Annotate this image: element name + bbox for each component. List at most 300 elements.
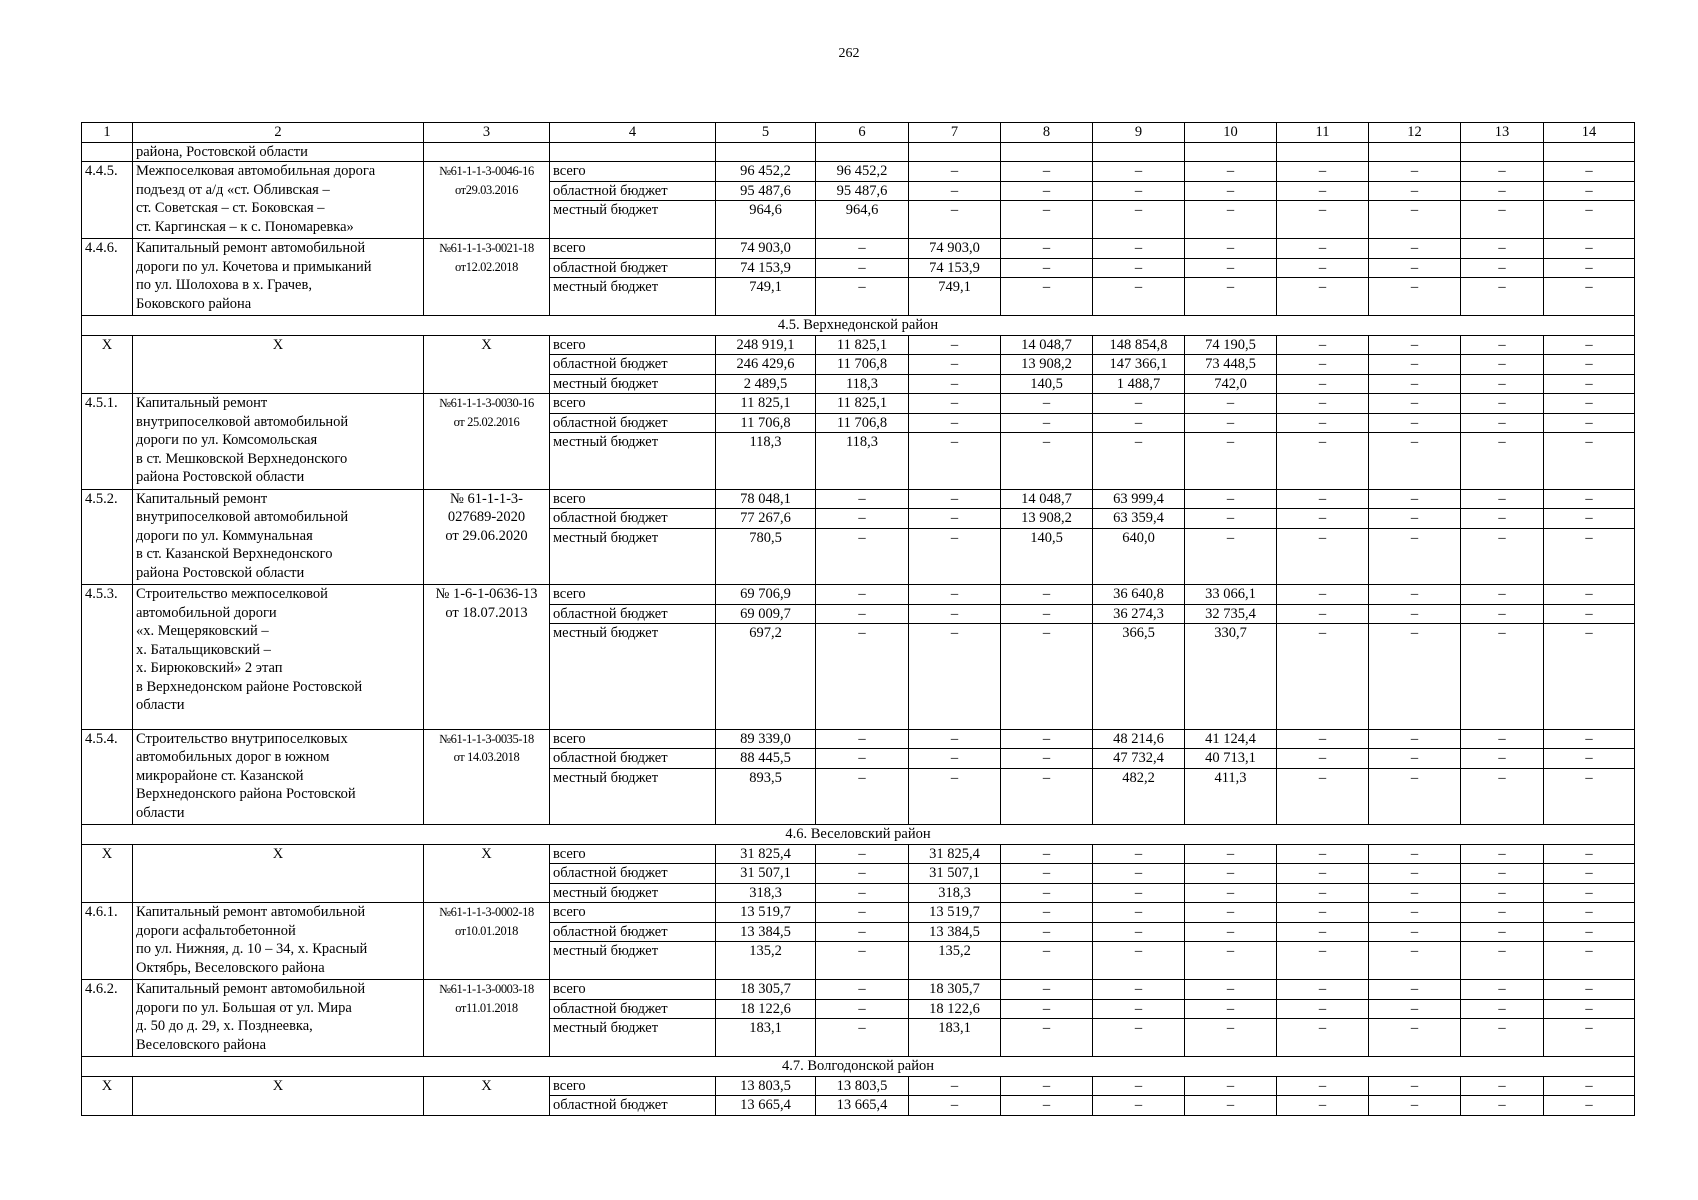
amount-cell: – [1001,1076,1093,1096]
amount-cell: – [909,509,1001,529]
amount-cell: – [1185,258,1277,278]
amount-cell: 36 640,8 [1093,585,1185,605]
amount-cell: 95 487,6 [816,181,909,201]
amount-cell: – [1461,942,1544,980]
amount-cell: 640,0 [1093,528,1185,585]
amount-cell: – [1001,585,1093,605]
amount-cell: – [1369,922,1461,942]
funding-source: областной бюджет [550,999,716,1019]
amount-cell: – [1369,729,1461,749]
amount-cell: – [816,729,909,749]
amount-cell: – [816,749,909,769]
amount-cell: – [1185,999,1277,1019]
amount-cell: – [816,942,909,980]
cell-line: Х [272,845,284,862]
total-row [82,844,1635,864]
amount-cell: – [1185,903,1277,923]
amount-cell: – [1001,942,1093,980]
amount-cell: 148 854,8 [1093,335,1185,355]
amount-cell: – [1544,768,1635,825]
column-header: 8 [1001,123,1093,143]
amount-cell: – [1461,181,1544,201]
amount-cell: – [1093,844,1185,864]
column-header: 7 [909,123,1001,143]
cell-line: в ст. Казанской Верхнедонского [136,546,333,562]
amount-cell: – [1185,201,1277,239]
amount-cell: – [909,1076,1001,1096]
value-cell [1277,142,1369,162]
amount-cell: – [1461,624,1544,730]
amount-cell: 964,6 [816,201,909,239]
amount-cell: – [1001,844,1093,864]
amount-cell: – [1461,768,1544,825]
amount-cell: 18 122,6 [716,999,816,1019]
amount-cell: 33 066,1 [1185,585,1277,605]
amount-cell: – [1544,1076,1635,1096]
amount-cell: – [1461,883,1544,903]
amount-cell: – [1093,1019,1185,1057]
amount-cell: – [1277,980,1369,1000]
amount-cell: – [1277,374,1369,394]
item-number: 4.6.2. [82,980,133,1057]
funding-source: областной бюджет [550,1096,716,1116]
amount-cell: – [1277,433,1369,490]
header-row [82,123,1635,143]
amount-cell: – [909,528,1001,585]
amount-cell: – [1461,864,1544,884]
amount-cell: – [1001,1019,1093,1057]
funding-source: областной бюджет [550,749,716,769]
amount-cell: – [909,374,1001,394]
cell-line: по ул. Нижняя, д. 10 – 34, х. Красный [136,941,368,957]
amount-cell: – [1185,1019,1277,1057]
amount-cell: – [1277,844,1369,864]
cell-line: Веселовского района [136,1036,267,1053]
item-name [133,335,424,394]
cell-line: х. Батальщиковский – [136,641,271,658]
amount-cell: 118,3 [716,433,816,490]
cell-line: от 14.03.2018 [453,750,520,764]
cell-line: Строительство внутрипоселковых [136,730,348,747]
cell-line: №61-1-1-3-0046-16 [439,164,534,178]
amount-cell: – [1277,162,1369,182]
amount-cell: – [816,864,909,884]
amount-cell: – [1544,942,1635,980]
amount-cell: – [1093,999,1185,1019]
amount-cell: – [1093,278,1185,316]
funding-source: местный бюджет [550,433,716,490]
amount-cell: – [1544,201,1635,239]
amount-cell: – [1544,922,1635,942]
amount-cell: 74 903,0 [716,239,816,259]
amount-cell: – [1544,181,1635,201]
amount-cell: 74 153,9 [909,258,1001,278]
amount-cell: 13 665,4 [816,1096,909,1116]
amount-cell: – [1277,999,1369,1019]
page-number: 262 [838,46,860,61]
source-cell [550,142,716,162]
cell-line: в Верхнедонском районе Ростовской [136,678,363,695]
amount-cell: – [1544,433,1635,490]
cell-line: подъезд от а/д «ст. Обливская – [136,181,330,198]
amount-cell: – [1277,278,1369,316]
amount-cell: – [1369,239,1461,259]
amount-cell: – [909,749,1001,769]
amount-cell: – [1001,864,1093,884]
document-ref [424,489,550,585]
amount-cell: – [1001,413,1093,433]
project-row [82,239,1635,259]
amount-cell: – [1001,162,1093,182]
cell-line: автомобильных дорог в южном [136,749,330,765]
amount-cell: – [1277,903,1369,923]
cell-line: от29.03.2016 [455,182,518,197]
cell-line: Строительство межпоселковой [136,586,328,602]
amount-cell: – [1369,335,1461,355]
cell-line: дороги по ул. Кочетова и примыканий [136,258,372,275]
total-row [82,335,1635,355]
amount-cell: 18 122,6 [909,999,1001,1019]
amount-cell: – [909,624,1001,730]
amount-cell: 411,3 [1185,768,1277,825]
amount-cell: – [1185,181,1277,201]
amount-cell: – [1544,509,1635,529]
cell-line: автомобильной дороги [136,604,277,621]
amount-cell: 482,2 [1093,768,1185,825]
funding-source: областной бюджет [550,604,716,624]
amount-cell: – [1093,1076,1185,1096]
cell-line: №61-1-1-3-0002-18 [439,905,534,919]
amount-cell: 11 825,1 [816,394,909,414]
document-ref [424,239,550,316]
amount-cell: – [1369,509,1461,529]
amount-cell: 11 706,8 [816,413,909,433]
amount-cell: 780,5 [716,528,816,585]
amount-cell: – [1544,585,1635,605]
item-name [133,162,424,239]
cell-line: Х [272,336,284,353]
amount-cell: – [1093,883,1185,903]
funding-source: всего [550,1076,716,1096]
value-cell [1544,142,1635,162]
amount-cell: – [1093,433,1185,490]
cell-line: от10.01.2018 [455,923,518,938]
item-number: Х [82,1076,133,1115]
amount-cell: – [1277,201,1369,239]
amount-cell: – [1277,604,1369,624]
item-number: 4.5.3. [82,585,133,730]
amount-cell: – [1001,922,1093,942]
amount-cell: 749,1 [716,278,816,316]
funding-source: местный бюджет [550,374,716,394]
amount-cell: – [1369,201,1461,239]
project-row [82,585,1635,605]
column-header: 10 [1185,123,1277,143]
amount-cell: 318,3 [716,883,816,903]
amount-cell: – [1277,394,1369,414]
cell-line: микрорайоне ст. Казанской [136,767,304,784]
cell-line: от12.02.2018 [455,259,518,274]
amount-cell: – [1277,239,1369,259]
cell-line: 027689-2020 [447,509,526,525]
amount-cell: – [816,604,909,624]
amount-cell: – [1369,903,1461,923]
amount-cell: 13 384,5 [909,922,1001,942]
cell-line: Капитальный ремонт [136,490,268,507]
amount-cell: – [1277,883,1369,903]
id-cell [82,142,133,162]
funding-source: местный бюджет [550,883,716,903]
amount-cell: 183,1 [716,1019,816,1057]
amount-cell: – [1277,729,1369,749]
amount-cell: – [1544,374,1635,394]
project-row [82,729,1635,749]
amount-cell: – [816,1019,909,1057]
amount-cell: – [1369,585,1461,605]
amount-cell: 13 803,5 [816,1076,909,1096]
document-ref [424,585,550,730]
amount-cell: – [1185,528,1277,585]
amount-cell: – [1461,729,1544,749]
amount-cell: – [1369,355,1461,375]
cell-line: Х [481,1077,492,1094]
amount-cell: – [909,413,1001,433]
amount-cell: 742,0 [1185,374,1277,394]
amount-cell: 11 706,8 [816,355,909,375]
amount-cell: 40 713,1 [1185,749,1277,769]
amount-cell: – [1544,394,1635,414]
column-header: 6 [816,123,909,143]
amount-cell: – [1461,999,1544,1019]
amount-cell: 89 339,0 [716,729,816,749]
amount-cell: – [1369,942,1461,980]
cell-line: Капитальный ремонт [136,395,268,411]
amount-cell: – [1277,624,1369,730]
amount-cell: 32 735,4 [1185,604,1277,624]
amount-cell: – [1277,585,1369,605]
cell-line: внутрипоселковой автомобильной [136,413,349,430]
amount-cell: – [1001,749,1093,769]
amount-cell: – [816,258,909,278]
amount-cell: – [1093,922,1185,942]
amount-cell: – [1544,489,1635,509]
amount-cell: – [1093,942,1185,980]
amount-cell: 96 452,2 [716,162,816,182]
funding-source: областной бюджет [550,413,716,433]
amount-cell: – [1461,1096,1544,1116]
amount-cell: 697,2 [716,624,816,730]
amount-cell: – [1369,604,1461,624]
amount-cell: – [1369,181,1461,201]
funding-source: всего [550,239,716,259]
amount-cell: – [816,844,909,864]
amount-cell: 246 429,6 [716,355,816,375]
amount-cell: – [816,883,909,903]
amount-cell: – [816,585,909,605]
amount-cell: – [1277,1076,1369,1096]
cell-line: Боковского района [136,295,252,312]
amount-cell: – [1461,509,1544,529]
item-name [133,489,424,585]
amount-cell: – [909,729,1001,749]
amount-cell: – [1277,864,1369,884]
amount-cell: – [1185,864,1277,884]
budget-table [81,122,1635,1116]
column-header: 13 [1461,123,1544,143]
amount-cell: – [816,509,909,529]
amount-cell: – [1461,749,1544,769]
amount-cell: – [1369,1076,1461,1096]
cell-line: №61-1-1-3-0021-18 [439,241,534,255]
cell-line: ст. Каргинская – к с. Пономаревка» [136,218,354,235]
document-ref [424,1076,550,1115]
amount-cell: 2 489,5 [716,374,816,394]
column-header: 9 [1093,123,1185,143]
amount-cell: – [1461,1019,1544,1057]
amount-cell: – [1093,903,1185,923]
amount-cell: – [816,903,909,923]
funding-source: местный бюджет [550,528,716,585]
document-ref [424,903,550,980]
amount-cell: – [1544,1019,1635,1057]
cell-line: от11.01.2018 [455,1000,518,1015]
cell-line: Х [272,1077,284,1094]
amount-cell: – [1001,278,1093,316]
amount-cell: – [1185,1096,1277,1116]
amount-cell: – [1093,394,1185,414]
cell-line: от 18.07.2013 [445,604,528,621]
item-number: 4.5.4. [82,729,133,825]
amount-cell: 31 507,1 [716,864,816,884]
amount-cell: – [909,335,1001,355]
amount-cell: 366,5 [1093,624,1185,730]
amount-cell: – [1369,162,1461,182]
amount-cell: – [1093,181,1185,201]
amount-cell: – [1001,999,1093,1019]
amount-cell: 118,3 [816,374,909,394]
amount-cell: 31 825,4 [716,844,816,864]
cell-line: «х. Мещеряковский – [136,623,269,639]
amount-cell: 18 305,7 [909,980,1001,1000]
amount-cell: – [1544,864,1635,884]
amount-cell: – [1461,844,1544,864]
amount-cell: 31 825,4 [909,844,1001,864]
cell-line: Х [481,336,492,353]
amount-cell: – [1461,239,1544,259]
project-row [82,162,1635,182]
amount-cell: – [1001,258,1093,278]
cell-line: Капитальный ремонт автомобильной [136,240,366,256]
amount-cell: – [1185,509,1277,529]
amount-cell: 41 124,4 [1185,729,1277,749]
amount-cell: – [1369,413,1461,433]
amount-cell: – [1461,604,1544,624]
cell-line: №61-1-1-3-0035-18 [439,731,534,746]
cell-line: по ул. Шолохова в х. Грачев, [136,277,312,293]
amount-cell: – [1544,624,1635,730]
amount-cell: 318,3 [909,883,1001,903]
amount-cell: – [816,980,909,1000]
amount-cell: 118,3 [816,433,909,490]
amount-cell: – [909,355,1001,375]
amount-cell: – [1369,258,1461,278]
funding-source: областной бюджет [550,258,716,278]
amount-cell: – [1185,413,1277,433]
amount-cell: – [1544,604,1635,624]
amount-cell: 78 048,1 [716,489,816,509]
amount-cell: – [1277,528,1369,585]
amount-cell: – [1544,413,1635,433]
amount-cell: – [1001,239,1093,259]
value-cell [716,142,816,162]
project-row [82,489,1635,509]
value-cell [909,142,1001,162]
cell-line: ст. Советская – ст. Боковская – [136,200,325,216]
cell-line: № 61-1-1-3- [449,490,524,507]
amount-cell: 13 908,2 [1001,355,1093,375]
amount-cell: – [1185,489,1277,509]
amount-cell: – [1093,201,1185,239]
amount-cell: – [909,433,1001,490]
value-cell [1093,142,1185,162]
amount-cell: – [1369,768,1461,825]
amount-cell: 11 706,8 [716,413,816,433]
cell-line: внутрипоселковой автомобильной [136,509,349,525]
document-ref [424,729,550,825]
cell-line: дороги по ул. Большая от ул. Мира [136,999,352,1016]
funding-source: местный бюджет [550,624,716,730]
amount-cell: – [1185,980,1277,1000]
value-cell [1369,142,1461,162]
amount-cell: – [1185,942,1277,980]
amount-cell: 13 908,2 [1001,509,1093,529]
amount-cell: – [1544,844,1635,864]
amount-cell: – [1001,433,1093,490]
column-header: 5 [716,123,816,143]
doc-cell [424,142,550,162]
value-cell [1461,142,1544,162]
amount-cell: – [1001,604,1093,624]
item-number: 4.4.5. [82,162,133,239]
amount-cell: – [1001,729,1093,749]
project-row [82,903,1635,923]
amount-cell: – [1185,1076,1277,1096]
cell-line: № 1-6-1-0636-13 [435,586,538,602]
amount-cell: – [909,201,1001,239]
column-header: 11 [1277,123,1369,143]
amount-cell: – [1277,942,1369,980]
amount-cell: – [1093,413,1185,433]
amount-cell: – [1461,374,1544,394]
amount-cell: – [1185,883,1277,903]
amount-cell: – [1001,624,1093,730]
amount-cell: – [1369,844,1461,864]
amount-cell: – [1277,922,1369,942]
amount-cell: – [1544,999,1635,1019]
amount-cell: 14 048,7 [1001,489,1093,509]
funding-source: местный бюджет [550,201,716,239]
amount-cell: – [1369,864,1461,884]
cell-line: Х [481,845,492,862]
project-row [82,394,1635,414]
document-ref [424,394,550,490]
amount-cell: 135,2 [716,942,816,980]
amount-cell: – [1277,181,1369,201]
amount-cell: – [1369,883,1461,903]
amount-cell: – [1185,844,1277,864]
table-body [82,123,1635,1116]
amount-cell: – [1277,749,1369,769]
